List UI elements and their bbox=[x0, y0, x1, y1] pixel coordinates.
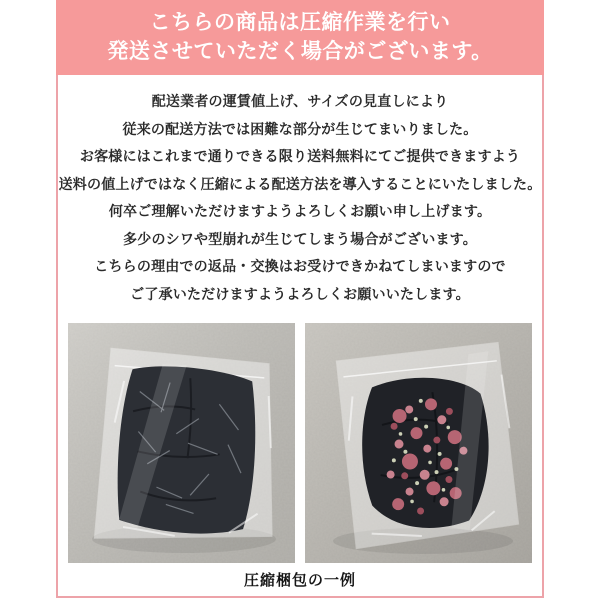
notice-line: 何卒ご理解いただけますようよろしくお願い申し上げます。 bbox=[108, 203, 492, 219]
vacuum-packed-black-garment-photo bbox=[68, 323, 295, 563]
notice-body bbox=[56, 75, 544, 598]
notice-line: こちらの理由での返品・交換はお受けできかねてしまいますので bbox=[94, 258, 506, 274]
notice-line: ご了承いただけますようよろしくお願いいたします。 bbox=[130, 285, 470, 302]
banner-line-2: 発送させていただく場合がございます。 bbox=[107, 40, 493, 63]
example-photos-row bbox=[58, 323, 542, 563]
notice-line: 送料の値上げではなく圧縮による配送方法を導入することにいたしました。 bbox=[58, 175, 542, 192]
notice-container bbox=[56, 0, 544, 598]
banner-line-1: こちらの商品は圧縮作業を行い bbox=[149, 11, 451, 34]
header-banner bbox=[56, 0, 544, 75]
notice-line: 多少のシワや型崩れが生じてしまう場合がございます。 bbox=[123, 230, 477, 247]
notice-line: 従来の配送方法では困難な部分が生じてまいりました。 bbox=[122, 120, 478, 137]
vacuum-packed-floral-garment-photo bbox=[305, 323, 532, 563]
notice-line: お客様にはこれまで通りできる限り送料無料にてご提供できますよう bbox=[79, 148, 521, 164]
notice-line: 配送業者の運賃値上げ、サイズの見直しにより bbox=[151, 93, 449, 109]
photos-caption: 圧縮梱包の一例 bbox=[243, 572, 356, 589]
